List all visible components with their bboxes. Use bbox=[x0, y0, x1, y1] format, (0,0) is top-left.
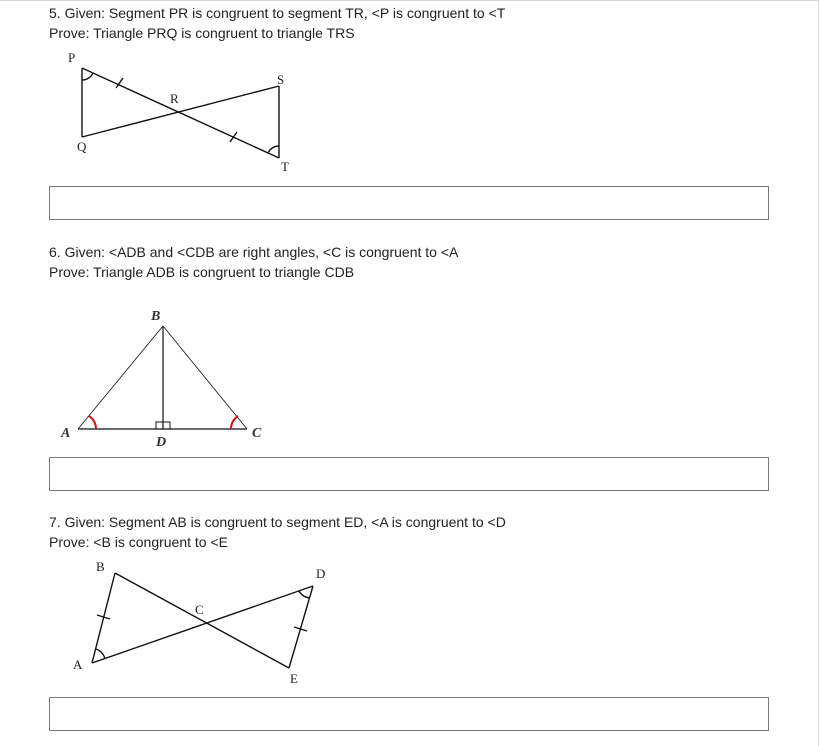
fig5-label-T: T bbox=[281, 159, 289, 174]
fig5-label-Q: Q bbox=[77, 139, 87, 154]
fig5-label-P: P bbox=[68, 50, 76, 65]
fig7-label-E: E bbox=[290, 671, 298, 686]
problem-6-answer-box[interactable] bbox=[49, 457, 769, 491]
fig5-label-R: R bbox=[170, 91, 179, 106]
fig6-label-D: D bbox=[156, 435, 167, 450]
fig5-label-S: S bbox=[277, 72, 285, 87]
fig7-label-D: D bbox=[316, 566, 326, 581]
problem-5-given: 5. Given: Segment PR is congruent to segment TR, <P is congruent to <T bbox=[49, 5, 506, 21]
fig6-label-C: C bbox=[252, 426, 262, 441]
problem-6-given: 6. Given: <ADB and <CDB are right angles, <C is congruent to <A bbox=[49, 244, 459, 260]
fig7-label-C: C bbox=[195, 602, 204, 617]
fig6-label-A: A bbox=[61, 426, 71, 441]
problem-7-given: 7. Given: Segment AB is congruent to segment ED, <A is congruent to <D bbox=[49, 514, 506, 530]
problem-5-answer-box[interactable] bbox=[49, 186, 769, 220]
problem-5-prove: Prove: Triangle PRQ is congruent to triangle TRS bbox=[49, 25, 355, 41]
problem-7-answer-box[interactable] bbox=[49, 697, 769, 731]
problem-7-prove: Prove: <B is congruent to <E bbox=[49, 534, 228, 550]
fig7-label-A: A bbox=[73, 657, 83, 672]
fig7-label-B: B bbox=[96, 559, 105, 574]
fig6-label-B: B bbox=[151, 309, 161, 324]
problem-6-prove: Prove: Triangle ADB is congruent to triangle CDB bbox=[49, 264, 355, 280]
